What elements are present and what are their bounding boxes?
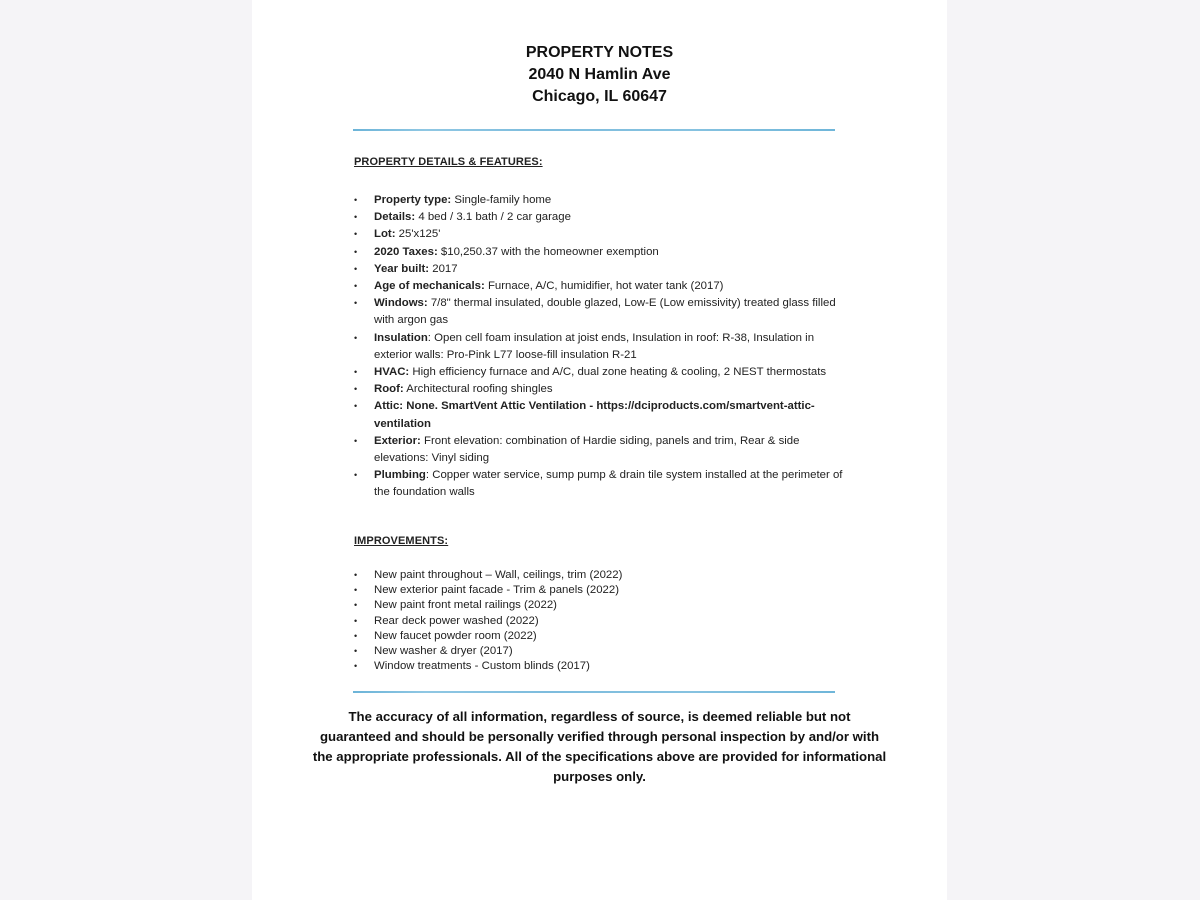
list-item (352, 629, 852, 644)
list-item (352, 295, 852, 329)
bullet-icon: • (354, 615, 358, 626)
bullet-icon: • (354, 384, 358, 395)
bottom-divider (353, 691, 835, 693)
item-label: Insulation (374, 331, 428, 344)
list-item (352, 330, 852, 364)
list-item (352, 583, 852, 598)
item-label: Age of mechanicals: (374, 280, 485, 293)
bullet-icon: • (354, 281, 358, 292)
list-item (352, 659, 852, 674)
item-text: Single-family home (451, 194, 552, 206)
item-text: New washer & dryer (2017) (374, 645, 513, 658)
item-text: Front elevation: combination of Hardie siding, panels and trim, Rear & side elevations: Vinyl siding (374, 434, 800, 465)
list-item (352, 192, 852, 209)
top-divider (353, 129, 835, 131)
item-text: 2017 (429, 262, 458, 275)
improvements-section-title: IMPROVEMENTS: (354, 535, 449, 547)
item-label: Property type: (374, 194, 452, 206)
item-text: Window treatments - Custom blinds (2017) (374, 660, 590, 673)
bullet-icon: • (354, 212, 358, 223)
item-text: Furnace, A/C, humidifier, hot water tank (2017) (484, 280, 724, 293)
improvements-list (352, 568, 852, 674)
address-city: Chicago, IL 60647 (532, 88, 667, 105)
bullet-icon: • (354, 401, 358, 412)
list-item (352, 244, 852, 261)
list-item (352, 261, 852, 278)
bullet-icon: • (354, 229, 358, 240)
item-text: New paint throughout – Wall, ceilings, trim (2022) (374, 569, 623, 581)
document-header (252, 42, 947, 108)
bullet-icon: • (354, 661, 358, 672)
item-text: : Open cell foam insulation at joist ends, Insulation in roof: R-38, Insulation in exterior walls: Pro-Pink L77 loose-fill insulation R-21 (374, 331, 815, 361)
list-item (352, 598, 852, 613)
list-item (352, 398, 852, 432)
list-item (352, 644, 852, 659)
list-item (352, 614, 852, 629)
bullet-icon: • (354, 195, 358, 205)
item-label: Lot: (374, 228, 396, 241)
bullet-icon: • (354, 332, 358, 343)
bullet-icon: • (354, 435, 358, 446)
address-street: 2040 N Hamlin Ave (528, 66, 671, 83)
disclaimer-text: The accuracy of all information, regardless of source, is deemed reliable but not guaranteed and should be personally verified through personal inspection by and/or with the appropriate professionals. All of the specifications above are provided for informational purposes only. (312, 709, 887, 784)
item-text: Rear deck power washed (2022) (374, 614, 539, 627)
list-item (352, 209, 852, 226)
bullet-icon: • (354, 367, 358, 378)
item-label: Year built: (374, 262, 430, 275)
bullet-icon: • (354, 470, 358, 481)
bullet-icon: • (354, 646, 358, 657)
bullet-icon: • (354, 246, 358, 257)
bullet-icon: • (354, 585, 358, 596)
item-label: Attic: None. SmartVent Attic Ventilation - https://dciproducts.com/smartvent-attic-ventilation (374, 400, 815, 430)
item-text: New exterior paint facade - Trim & panels (2022) (374, 584, 620, 597)
details-list (352, 192, 852, 502)
list-item (352, 381, 852, 398)
bullet-icon: • (354, 298, 358, 309)
item-text: : Copper water service, sump pump & drain tile system installed at the perimeter of the foundation walls (374, 469, 843, 499)
item-text: 4 bed / 3.1 bath / 2 car garage (415, 211, 571, 224)
item-label: Windows: (374, 297, 428, 310)
item-text: $10,250.37 with the homeowner exemption (437, 245, 659, 258)
list-item (352, 364, 852, 381)
item-text: New faucet powder room (2022) (374, 629, 537, 642)
item-text: High efficiency furnace and A/C, dual zone heating & cooling, 2 NEST thermostats (409, 366, 827, 379)
bullet-icon: • (354, 570, 358, 580)
item-text: 7/8" thermal insulated, double glazed, Low-E (Low emissivity) treated glass filled with argon gas (374, 297, 836, 327)
document-page (252, 0, 947, 900)
list-item (352, 226, 852, 243)
item-label: Exterior: (374, 434, 421, 447)
item-text: 25'x125' (395, 228, 441, 241)
bullet-icon: • (354, 630, 358, 641)
item-text: New paint front metal railings (2022) (374, 599, 557, 612)
document-title: PROPERTY NOTES (525, 44, 674, 61)
item-label: 2020 Taxes: (374, 245, 438, 258)
bullet-icon: • (354, 600, 358, 611)
list-item (352, 568, 852, 583)
details-section-title: PROPERTY DETAILS & FEATURES: (354, 156, 543, 168)
item-label: Plumbing (374, 469, 426, 482)
list-item (352, 467, 852, 501)
item-label: HVAC: (374, 366, 410, 379)
item-label: Details: (374, 211, 416, 224)
item-text: Architectural roofing shingles (403, 383, 553, 396)
list-item (352, 278, 852, 295)
item-label: Roof: (374, 383, 404, 396)
bullet-icon: • (354, 263, 358, 274)
list-item (352, 433, 852, 467)
